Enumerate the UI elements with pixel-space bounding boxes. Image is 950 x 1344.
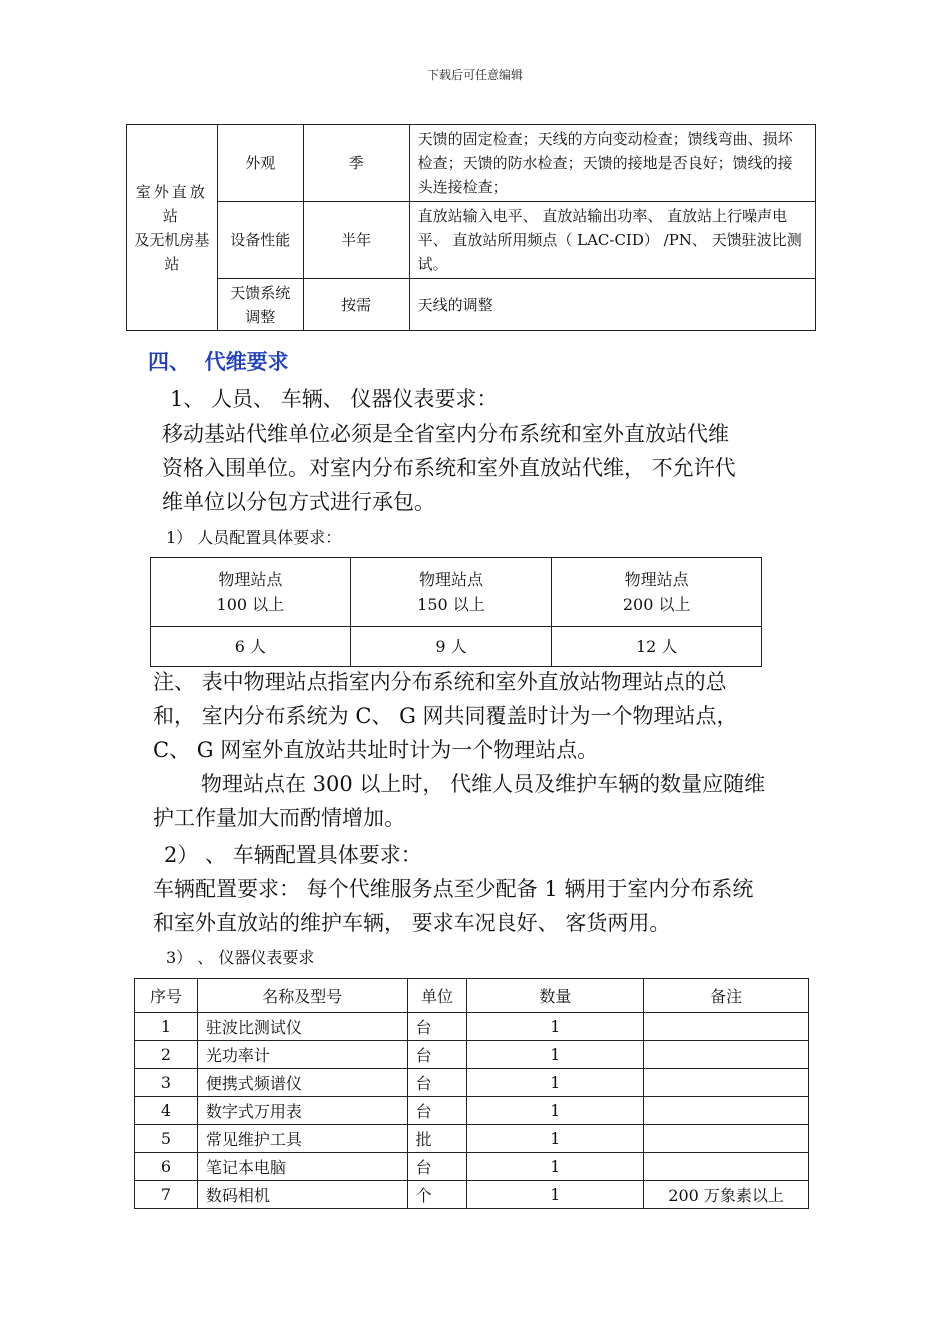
- col-header: 数量: [467, 979, 644, 1013]
- text-line: 维单位以分包方式进行承包。: [162, 490, 435, 514]
- staff-table: [150, 557, 762, 667]
- subheading-1-1: 1） 人员配置具体要求：: [166, 528, 342, 547]
- col-header: 序号: [135, 979, 198, 1013]
- text-line: 资格入围单位。对室内分布系统和室外直放站代维， 不允许代: [162, 456, 736, 480]
- section-title: 四、 代维要求: [148, 350, 289, 374]
- item-cell: 设备性能: [217, 202, 303, 279]
- text-line: C、 G 网室外直放站共址时计为一个物理站点。: [153, 738, 599, 762]
- desc-cell: 直放站输入电平、 直放站输出功率、 直放站上行噪声电平、 直放站所用频点（ LAC-CID） /PN、 天馈驻波比测试。: [409, 202, 815, 279]
- text-line: 和， 室内分布系统为 C、 G 网共同覆盖时计为一个物理站点，: [153, 704, 738, 728]
- instrument-table: [134, 978, 809, 1209]
- text-line: 物理站点在 300 以上时， 代维人员及维护车辆的数量应随维: [201, 772, 766, 796]
- paragraph-2: [153, 872, 753, 940]
- paragraph-1: [162, 417, 736, 519]
- staff-header-cell: 物理站点 150 以上: [350, 558, 552, 627]
- group-label-line: 室外直放站: [135, 182, 208, 225]
- desc-cell: 天馈的固定检查；天线的方向变动检查；馈线弯曲、损坏检查；天馈的防水检查；天馈的接地是否良好；馈线的接头连接检查；: [409, 125, 815, 202]
- desc-cell: 天线的调整: [409, 279, 815, 331]
- item-cell: 天馈系统调整: [217, 279, 303, 331]
- table-row: 6 笔记本电脑 台 1: [135, 1153, 809, 1181]
- table-row: 5 常见维护工具 批 1: [135, 1125, 809, 1153]
- staff-value-cell: 12 人: [552, 627, 762, 667]
- col-header: 单位: [407, 979, 467, 1013]
- text-line: 移动基站代维单位必须是全省室内分布系统和室外直放站代维: [162, 422, 729, 446]
- cycle-cell: 季: [303, 125, 409, 202]
- staff-value-cell: 9 人: [350, 627, 552, 667]
- table-row: 7 数码相机 个 1 200 万象素以上: [135, 1181, 809, 1209]
- page-header: 下载后可任意编辑: [426, 68, 523, 82]
- col-header: 名称及型号: [197, 979, 407, 1013]
- cycle-cell: 半年: [303, 202, 409, 279]
- table-row: 1 驻波比测试仪 台 1: [135, 1013, 809, 1041]
- text-line: 护工作量加大而酌情增加。: [153, 806, 405, 830]
- staff-header-cell: 物理站点 200 以上: [552, 558, 762, 627]
- group-cell: [127, 125, 218, 331]
- col-header: 备注: [644, 979, 809, 1013]
- subheading-3: 3） 、 仪器仪表要求: [166, 948, 315, 967]
- cycle-cell: 按需: [303, 279, 409, 331]
- text-line: 车辆配置要求： 每个代维服务点至少配备 1 辆用于室内分布系统: [153, 877, 754, 901]
- table-row: 3 便携式频谱仪 台 1: [135, 1069, 809, 1097]
- staff-value-cell: 6 人: [151, 627, 351, 667]
- table-row: 4 数字式万用表 台 1: [135, 1097, 809, 1125]
- text-line: 和室外直放站的维护车辆， 要求车况良好、 客货两用。: [153, 911, 671, 935]
- maintenance-table: [126, 124, 816, 331]
- group-label-line: 及无机房基站: [134, 230, 210, 273]
- subheading-1: 1、 人员、 车辆、 仪器仪表要求：: [170, 387, 498, 411]
- note-paragraph: [153, 665, 765, 835]
- text-line: 注、 表中物理站点指室内分布系统和室外直放站物理站点的总: [153, 670, 727, 694]
- item-cell: 外观: [217, 125, 303, 202]
- table-row: 2 光功率计 台 1: [135, 1041, 809, 1069]
- staff-header-cell: 物理站点 100 以上: [151, 558, 351, 627]
- subheading-2: 2） 、 车辆配置具体要求：: [164, 843, 422, 867]
